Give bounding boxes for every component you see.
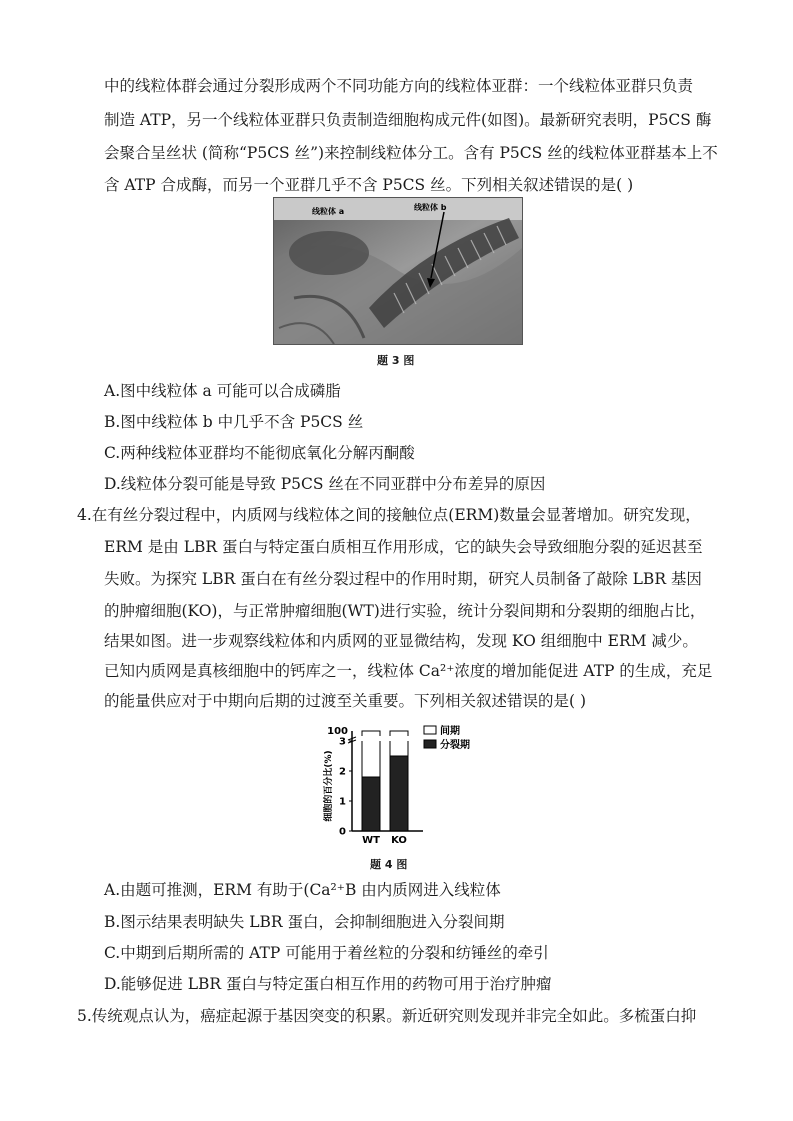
q3-text-line: 会聚合呈丝状 (简称“P5CS 丝”)来控制线粒体分工。含有 P5CS 丝的线粒体亚群基本上不 [104,144,718,162]
micrograph-figure [273,197,523,345]
q3-text-line: 含 ATP 合成酶，而另一个亚群几乎不含 P5CS 丝。下列相关叙述错误的是( ) [104,176,634,194]
q3-option-b: B.图中线粒体 b 中几乎不含 P5CS 丝 [104,413,364,431]
x-tick-label: WT [362,835,380,846]
q3-option-a: A.图中线粒体 a 可能可以合成磷脂 [104,382,341,400]
legend-swatch-mitotic [424,740,436,748]
q4-text-line: 4.在有丝分裂过程中，内质网与线粒体之间的接触位点(ERM)数量会显著增加。研究发现， [77,506,701,524]
legend-label-interphase: 间期 [440,726,460,737]
q4-text-line: 的能量供应对于中期向后期的过渡至关重要。下列相关叙述错误的是( ) [104,692,587,710]
figure4-caption: 题 4 图 [370,858,408,871]
mitochondrion-a [289,231,369,275]
q4-option-d: D.能够促进 LBR 蛋白与特定蛋白相互作用的药物可用于治疗肿瘤 [104,975,552,993]
q4-text-line: 已知内质网是真核细胞中的钙库之一，线粒体 Ca²⁺浓度的增加能促进 ATP 的生成，充足 [104,662,713,680]
bar-break-gap [389,736,409,741]
x-tick-label: KO [391,835,407,846]
q4-text-line: ERM 是由 LBR 蛋白与特定蛋白质相互作用形成，它的缺失会导致细胞分裂的延迟甚至 [104,538,703,556]
y-tick-label: 3 [339,736,346,748]
y-tick-label: 100 [327,726,348,737]
q3-text-line: 制造 ATP，另一个线粒体亚群只负责制造细胞构成元件(如图)。最新研究表明，P5CS 酶 [104,111,712,129]
y-axis-label: 细胞的百分比(%) [324,750,334,822]
bar-mitotic-ko [390,756,408,831]
q4-option-b: B.图示结果表明缺失 LBR 蛋白，会抑制细胞进入分裂间期 [104,913,505,931]
y-tick-label: 1 [339,796,346,808]
bar-mitotic-wt [362,777,380,831]
q3-option-d: D.线粒体分裂可能是导致 P5CS 丝在不同亚群中分布差异的原因 [104,475,546,493]
label-mitochondrion-a: 线粒体 a [312,207,345,216]
q4-text-line: 的肿瘤细胞(KO)，与正常肿瘤细胞(WT)进行实验，统计分裂间期和分裂期的细胞占比， [104,602,706,620]
label-mitochondrion-b: 线粒体 b [414,203,447,212]
q4-text-line: 失败。为探究 LBR 蛋白在有丝分裂过程中的作用时期，研究人员制备了敲除 LBR 基因 [104,570,702,588]
cell-percentage-bar-chart [318,718,488,853]
figure3-caption: 题 3 图 [377,354,415,367]
micrograph-image [274,198,522,344]
bar-interphase-ko [390,731,408,756]
bar-break-gap [361,736,381,741]
legend-label-mitotic: 分裂期 [440,740,470,751]
y-tick-label: 0 [339,826,346,838]
y-tick-label: 2 [339,766,346,778]
q3-option-c: C.两种线粒体亚群均不能彻底氧化分解丙酮酸 [104,444,415,462]
q3-text-line: 中的线粒体群会通过分裂形成两个不同功能方向的线粒体亚群：一个线粒体亚群只负责 [104,77,694,95]
q4-text-line: 结果如图。进一步观察线粒体和内质网的亚显微结构，发现 KO 组细胞中 ERM 减少。 [104,632,698,650]
q5-text-line: 5.传统观点认为，癌症起源于基因突变的积累。新近研究则发现并非完全如此。多梳蛋白抑 [77,1007,697,1025]
q4-option-c: C.中期到后期所需的 ATP 可能用于着丝粒的分裂和纺锤丝的牵引 [104,944,549,962]
legend-swatch-interphase [424,726,436,734]
q4-option-a: A.由题可推测，ERM 有助于(Ca²⁺B 由内质网进入线粒体 [104,881,501,899]
